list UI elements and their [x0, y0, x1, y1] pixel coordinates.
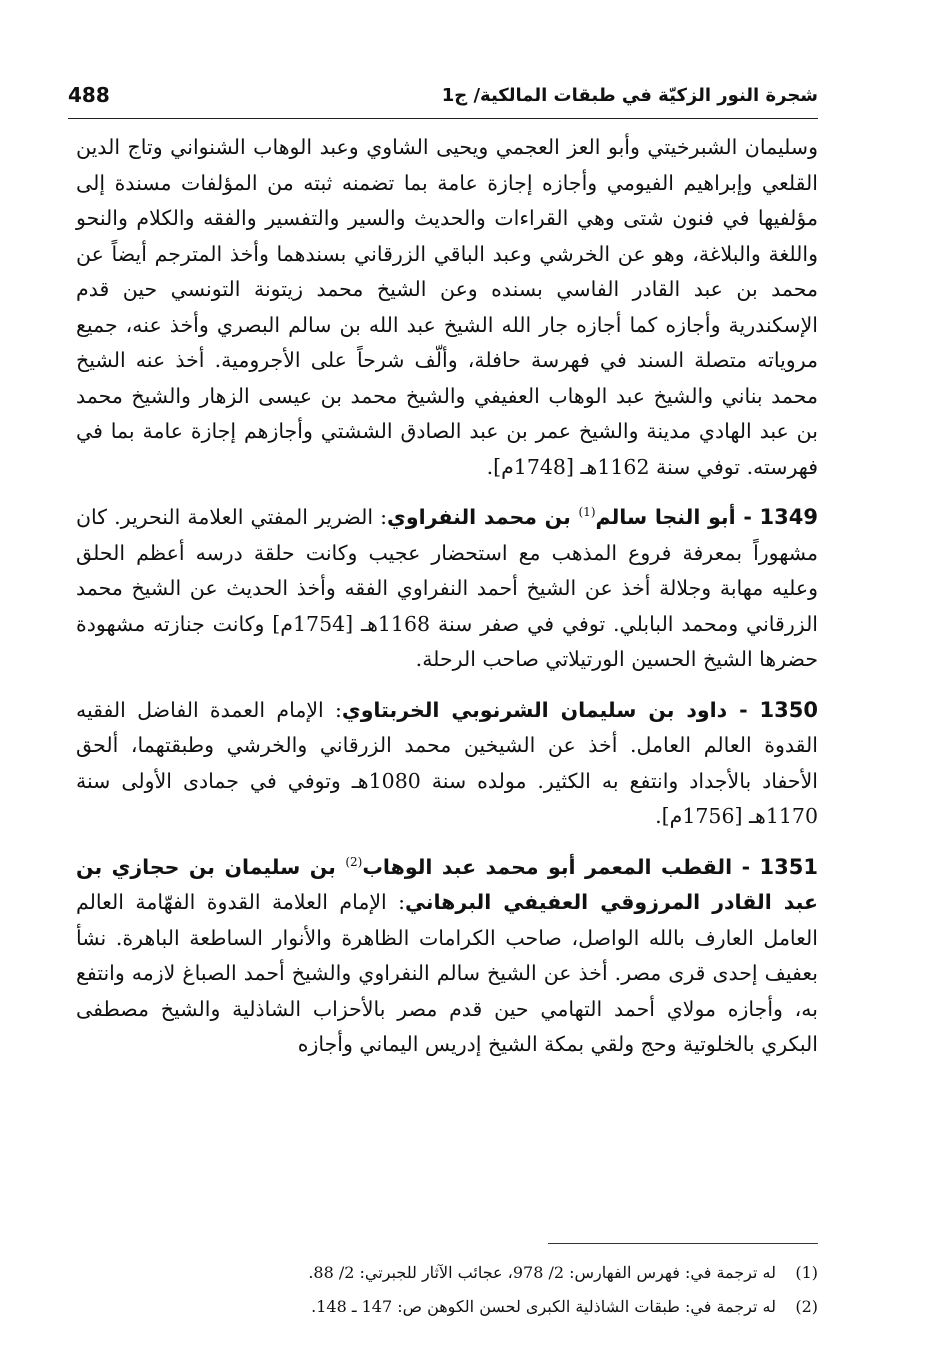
entry-heading-cont: بن محمد النفراوي	[387, 505, 579, 529]
page-header	[68, 78, 818, 112]
footnote-number: (1)	[795, 1263, 818, 1282]
main-text	[76, 130, 818, 1063]
entry-heading-cont: بن سليمان بن حجازي بن عبد القادر المرزوقي العفيفي البرهاني	[76, 854, 818, 914]
page-number: 488	[68, 83, 110, 107]
entry-text: : الإمام العلامة القدوة الفهّامة العالم العامل العارف بالله الواصل، صاحب الكرامات الظاهرة والأنوار الساطعة الباهرة. نشأ بعفيف إحدى قرى مصر. أخذ عن الشيخ سالم النفراوي والشيخ أحمد الصباغ لازمه وانتفع به، وأجازه مولاي أحمد التهامي حين قدم مصر بالأحزاب الشاذلية والشيخ مصطفى البكري بالخلوتية وحج ولقي بمكة الشيخ إدريس اليماني وأجازه	[76, 890, 818, 1056]
entry-number: 1350	[759, 697, 818, 722]
footnotes	[100, 1256, 818, 1324]
header-divider	[68, 118, 818, 119]
footnote-marker: (1)	[578, 505, 596, 520]
entry-heading: داود بن سليمان الشرنوبي الخربتاوي	[341, 697, 728, 722]
footnote-divider	[548, 1243, 818, 1244]
footnote-text: له ترجمة في: فهرس الفهارس: 2/ 978، عجائب الآثار للجبرتي: 2/ 88.	[308, 1263, 776, 1282]
entry-1351: 1351 - القطب المعمر أبو محمد عبد الوهاب$^{(2)}$ بن سليمان بن حجازي بن عبد القادر المرزوقي العفيفي البرهاني: الإمام العلامة القدوة الفهّامة العالم العامل العارف بالله الواصل، صاحب الكرامات الظاهرة والأنوار الساطعة الباهرة. نشأ بعفيف إحدى قرى مصر. أخذ عن الشيخ سالم النفراوي والشيخ أحمد الصباغ لازمه وانتفع به، وأجازه مولاي أحمد التهامي حين قدم مصر بالأحزاب الشاذلية والشيخ مصطفى البكري بالخلوتية وحج ولقي بمكة الشيخ إدريس اليماني وأجازه	[76, 854, 818, 1056]
entry-number: 1349	[759, 505, 818, 529]
footnote-text: له ترجمة في: طبقات الشاذلية الكبرى لحسن الكوهن ص: 147 ـ 148.	[311, 1297, 776, 1316]
footnote-1	[100, 1256, 818, 1290]
entry-heading: أبو النجا سالم	[595, 505, 736, 529]
entry-1350: 1350 - داود بن سليمان الشرنوبي الخربتاوي: الإمام العمدة الفاضل الفقيه القدوة العالم العامل. أخذ عن الشيخين محمد الزرقاني والخرشي وطبقتهما، ألحق الأحفاد بالأجداد وانتفع به الكثير. مولده سنة 1080هـ وتوفي في جمادى الأولى سنة 1170هـ [1756م].	[76, 697, 818, 828]
entry-heading: القطب المعمر أبو محمد عبد الوهاب	[362, 854, 733, 879]
footnote-2	[100, 1290, 818, 1324]
running-title: شجرة النور الزكيّة في طبقات المالكية/ ج1	[441, 84, 818, 106]
footnote-number: (2)	[795, 1297, 818, 1316]
footnote-marker: (2)	[345, 854, 363, 869]
entry-text: : الضرير المفتي العلامة النحرير. كان مشهوراً بمعرفة فروع المذهب مع استحضار عجيب وكانت حلقة درسه أعظم الحلق وعليه مهابة وجلالة أخذ عن الشيخ أحمد النفراوي الفقه وأخذ الحديث عن الشيخ محمد الزرقاني ومحمد البابلي. توفي في صفر سنة 1168هـ [1754م] وكانت جنازته مشهودة حضرها الشيخ الحسين الورتيلاتي صاحب الرحلة.	[76, 505, 819, 671]
continuation-paragraph: وسليمان الشبرخيتي وأبو العز العجمي ويحيى الشاوي وعبد الوهاب الشنواني وتاج الدين القلعي وإبراهيم الفيومي وأجازه إجازة عامة بما تضمنه ثبته من المؤلفات مسندة إلى مؤلفيها في فنون شتى وهي القراءات والحديث والسير والتفسير والفقه والكلام والنحو واللغة والبلاغة، وهو عن الخرشي وعبد الباقي الزرقاني بسندهما وأخذ المترجم أيضاً عن محمد بن عبد القادر الفاسي بسنده وعن الشيخ محمد زيتونة التونسي حين قدم الإسكندرية وأجازه كما أجازه جار الله الشيخ عبد الله بن سالم البصري وأخذ عنه، جميع مروياته متصلة السند في فهرسة حافلة، وألّف شرحاً على الأجرومية. أخذ عنه الشيخ محمد بناني والشيخ عبد الوهاب العفيفي والشيخ محمد بن عيسى الزهار والشيخ محمد بن عبد الهادي مدينة والشيخ عمر بن عبد الصادق الششتي وأجازهم إجازة عامة بما في فهرسته. توفي سنة 1162هـ [1748م].	[76, 135, 818, 479]
entry-1349: 1349 - أبو النجا سالم$^{(1)}$ بن محمد النفراوي: الضرير المفتي العلامة النحرير. كان مشهوراً بمعرفة فروع المذهب مع استحضار عجيب وكانت حلقة درسه أعظم الحلق وعليه مهابة وجلالة أخذ عن الشيخ أحمد النفراوي الفقه وأخذ الحديث عن الشيخ محمد الزرقاني ومحمد البابلي. توفي في صفر سنة 1168هـ [1754م] وكانت جنازته مشهودة حضرها الشيخ الحسين الورتيلاتي صاحب الرحلة.	[76, 505, 819, 671]
entry-number: 1351	[759, 854, 818, 879]
entry-text: : الإمام العمدة الفاضل الفقيه القدوة العالم العامل. أخذ عن الشيخين محمد الزرقاني والخرشي وطبقتهما، ألحق الأحفاد بالأجداد وانتفع به الكثير. مولده سنة 1080هـ وتوفي في جمادى الأولى سنة 1170هـ [1756م].	[76, 697, 818, 828]
